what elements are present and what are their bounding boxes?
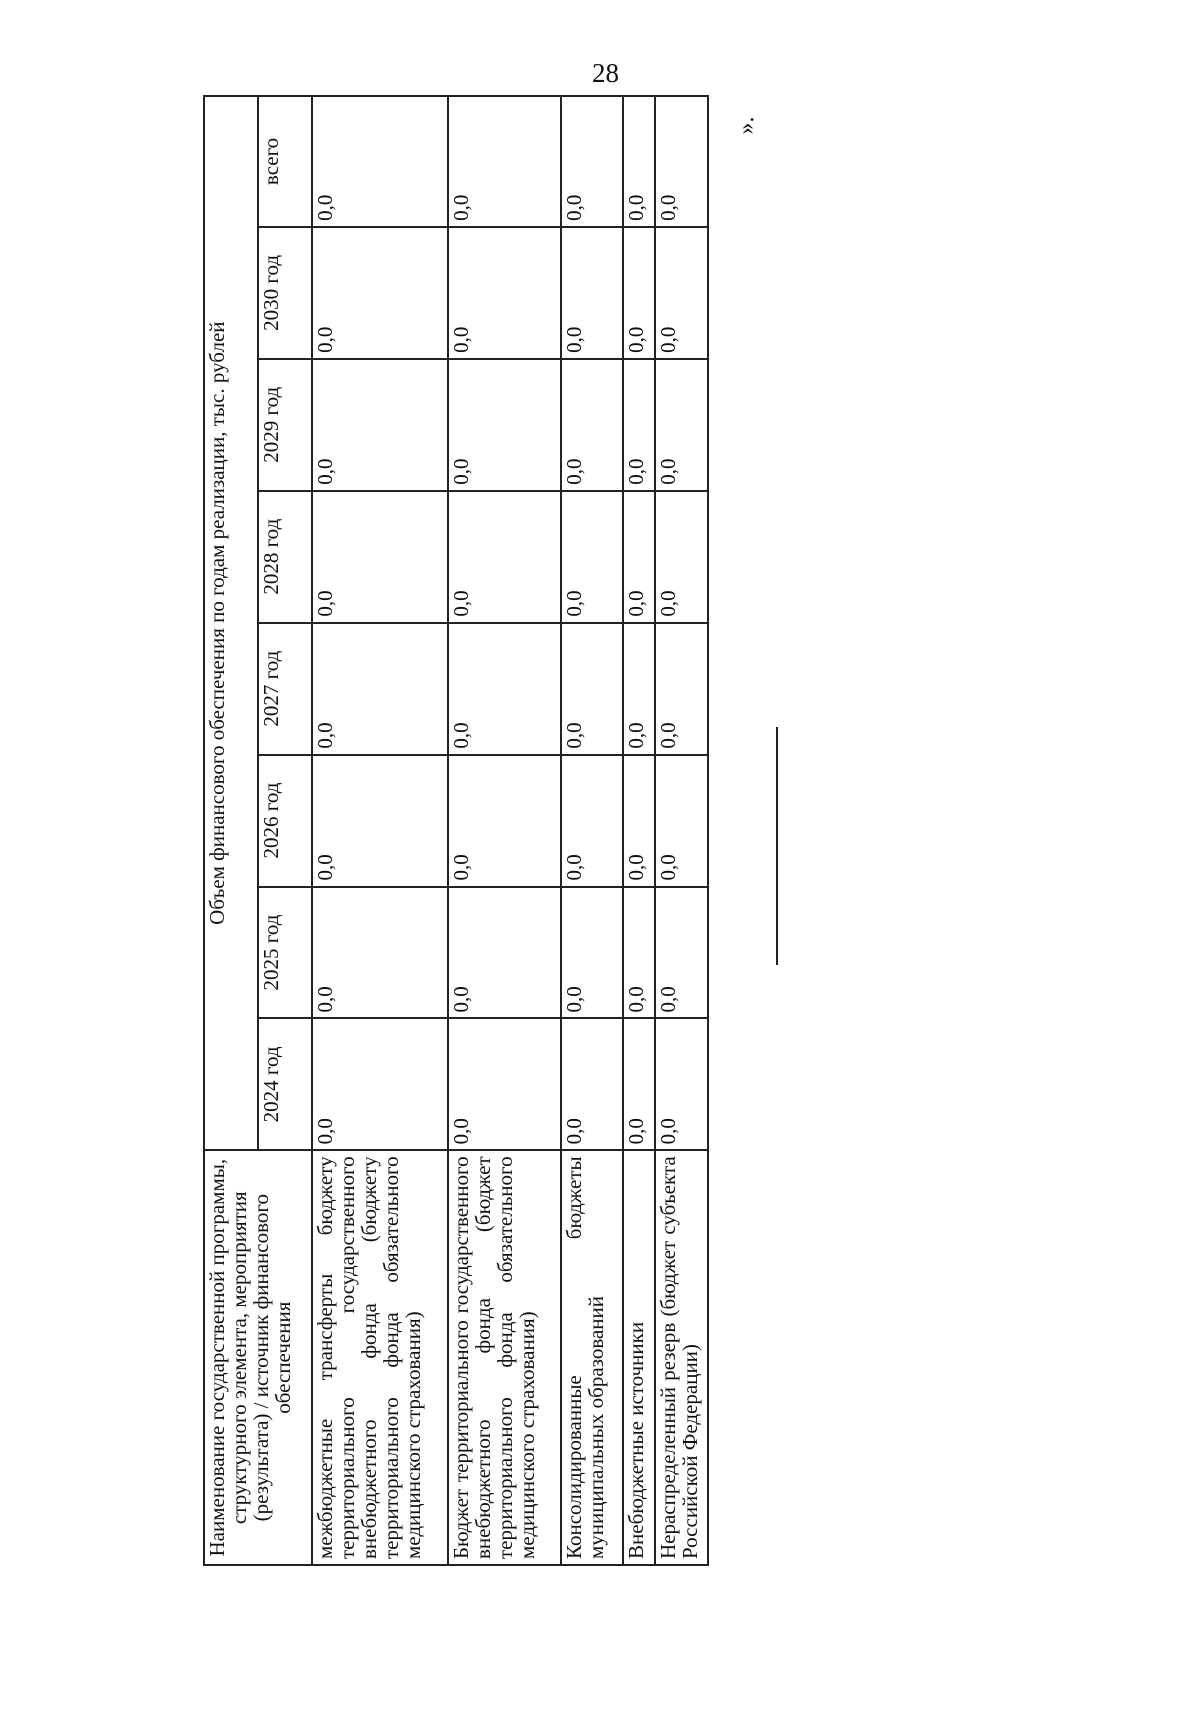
cell-value: 0,0: [312, 887, 448, 1019]
column-header-2026: 2026 год: [258, 755, 312, 887]
cell-value: 0,0: [561, 755, 623, 887]
cell-value: 0,0: [448, 491, 561, 623]
table-row: [448, 96, 561, 1565]
row-name: межбюджетные трансферты бюджету территориального государственного внебюджетного фонда (бюджету территориального фонда обязательного медицинского страхования): [312, 1150, 448, 1565]
cell-value: 0,0: [448, 227, 561, 359]
cell-value: 0,0: [312, 623, 448, 755]
column-header-total: всего: [258, 96, 312, 227]
financing-table: [203, 95, 709, 1566]
cell-value: 0,0: [312, 1018, 448, 1150]
cell-value: 0,0: [655, 359, 708, 491]
row-name: Консолидированные бюджеты муниципальных образований: [561, 1150, 623, 1565]
cell-value: 0,0: [448, 623, 561, 755]
row-name: Бюджет территориального государственного внебюджетного фонда (бюджет территориального фонда обязательного медицинского страхования): [448, 1150, 561, 1565]
column-header-name: Наименование государственной программы, структурного элемента, мероприятия (результата) / источник финансового обеспечения: [204, 1150, 312, 1565]
table-row: [623, 96, 655, 1565]
cell-value: 0,0: [623, 491, 655, 623]
column-header-2027: 2027 год: [258, 623, 312, 755]
table-row: [312, 96, 448, 1565]
page-number: 28: [592, 58, 619, 88]
cell-value: 0,0: [448, 359, 561, 491]
cell-value: 0,0: [312, 359, 448, 491]
cell-value: 0,0: [561, 96, 623, 227]
cell-value: 0,0: [623, 755, 655, 887]
column-header-2028: 2028 год: [258, 491, 312, 623]
cell-value: 0,0: [312, 227, 448, 359]
table-row: [655, 96, 708, 1565]
column-header-financing-volume: Объем финансового обеспечения по годам реализации, тыс. рублей: [204, 96, 258, 1150]
cell-value: 0,0: [655, 755, 708, 887]
column-header-2029: 2029 год: [258, 359, 312, 491]
cell-value: 0,0: [623, 359, 655, 491]
table-row: [561, 96, 623, 1565]
financing-table-rotated: [203, 95, 709, 1566]
cell-value: 0,0: [655, 227, 708, 359]
column-header-2024: 2024 год: [258, 1018, 312, 1150]
cell-value: 0,0: [448, 96, 561, 227]
cell-value: 0,0: [312, 755, 448, 887]
cell-value: 0,0: [448, 887, 561, 1019]
cell-value: 0,0: [312, 96, 448, 227]
row-name: Внебюджетные источники: [623, 1150, 655, 1565]
cell-value: 0,0: [655, 96, 708, 227]
closing-quote-mark: ».: [733, 116, 760, 135]
row-name: Нераспределенный резерв (бюджет субъекта Российской Федерации): [655, 1150, 708, 1565]
cell-value: 0,0: [561, 623, 623, 755]
cell-value: 0,0: [623, 623, 655, 755]
cell-value: 0,0: [312, 491, 448, 623]
cell-value: 0,0: [561, 887, 623, 1019]
separator-line: [776, 727, 778, 965]
cell-value: 0,0: [561, 359, 623, 491]
cell-value: 0,0: [623, 96, 655, 227]
cell-value: 0,0: [561, 1018, 623, 1150]
cell-value: 0,0: [655, 887, 708, 1019]
cell-value: 0,0: [448, 1018, 561, 1150]
cell-value: 0,0: [623, 1018, 655, 1150]
cell-value: 0,0: [655, 623, 708, 755]
column-header-2025: 2025 год: [258, 887, 312, 1019]
column-header-2030: 2030 год: [258, 227, 312, 359]
cell-value: 0,0: [623, 887, 655, 1019]
cell-value: 0,0: [623, 227, 655, 359]
cell-value: 0,0: [561, 491, 623, 623]
cell-value: 0,0: [561, 227, 623, 359]
cell-value: 0,0: [655, 491, 708, 623]
cell-value: 0,0: [448, 755, 561, 887]
cell-value: 0,0: [655, 1018, 708, 1150]
